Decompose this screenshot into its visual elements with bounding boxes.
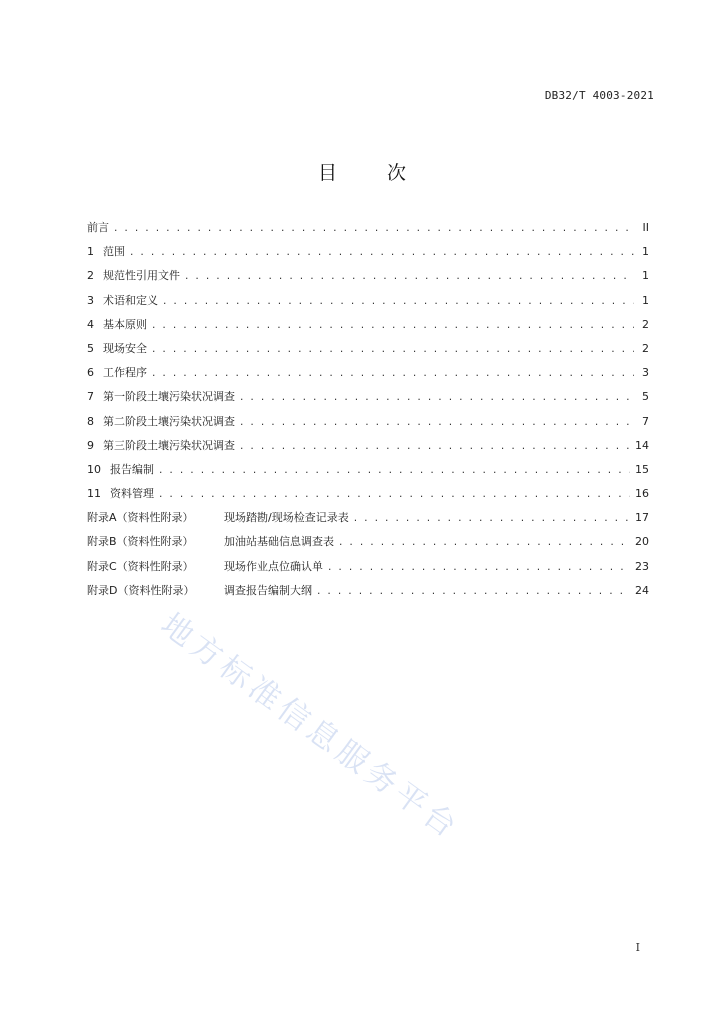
- document-code: DB32/T 4003-2021: [544, 89, 654, 102]
- toc-entry-page: 1: [642, 245, 649, 259]
- toc-entry-number: 10: [87, 462, 101, 476]
- toc-entry-label: 范围: [103, 245, 125, 259]
- toc-appendix-title: 现场踏勘/现场检查记录表: [224, 511, 349, 525]
- toc-dot-leader: [239, 388, 634, 408]
- toc-entry-3[interactable]: [87, 291, 649, 315]
- toc-entry-page: 5: [642, 390, 649, 404]
- toc-appendix-b[interactable]: [87, 532, 649, 556]
- toc-appendix-c[interactable]: [87, 557, 649, 581]
- toc-entry-label: 现场安全: [103, 341, 147, 355]
- toc-entry-number: 5: [87, 341, 94, 355]
- toc-dot-leader: [239, 413, 634, 433]
- toc-entry-label: 第二阶段土壤污染状况调查: [103, 414, 235, 428]
- toc-appendix-d[interactable]: [87, 581, 649, 605]
- toc-entry-2[interactable]: [87, 266, 649, 290]
- toc-dot-leader: [184, 267, 634, 287]
- toc-entry-page: 16: [635, 487, 649, 501]
- toc-entry-page: 1: [642, 293, 649, 307]
- toc-entry-10[interactable]: [87, 460, 649, 484]
- toc-appendix-label: 附录D（资料性附录）: [87, 583, 195, 597]
- toc-entry-label: 基本原则: [103, 317, 147, 331]
- toc-entry-9[interactable]: [87, 436, 649, 460]
- toc-entry-1[interactable]: [87, 242, 649, 266]
- toc-entry-page: 2: [642, 317, 649, 331]
- toc-entry-number: 6: [87, 366, 94, 380]
- toc-entry-label: 第一阶段土壤污染状况调查: [103, 390, 235, 404]
- toc-entry-page: 17: [635, 511, 649, 525]
- toc-entry-11[interactable]: [87, 484, 649, 508]
- toc-entry-page: 24: [635, 583, 649, 597]
- toc-entry-label: 前言: [87, 221, 109, 234]
- toc-appendix-label: 附录C（资料性附录）: [87, 559, 194, 573]
- toc-dot-leader: [316, 582, 630, 602]
- toc-entry-page: 7: [642, 414, 649, 428]
- toc-entry-page: 2: [642, 341, 649, 355]
- toc-entry-number: 3: [87, 293, 94, 307]
- toc-entry-number: 9: [87, 438, 94, 452]
- toc-entry-page: 3: [642, 366, 649, 380]
- toc-dot-leader: [327, 558, 630, 578]
- toc-dot-leader: [158, 461, 630, 481]
- toc-appendix-a[interactable]: [87, 508, 649, 532]
- toc-appendix-label: 附录A（资料性附录）: [87, 511, 194, 525]
- toc-entry-label: 报告编制: [110, 462, 154, 476]
- toc-entry-number: 4: [87, 317, 94, 331]
- toc-entry-page: II: [642, 221, 649, 234]
- toc-entry-page: 14: [635, 438, 649, 452]
- toc-entry-number: 1: [87, 245, 94, 259]
- toc-dot-leader: [353, 509, 630, 529]
- toc-entry-page: 20: [635, 535, 649, 549]
- toc-entry-number: 8: [87, 414, 94, 428]
- toc-entry-label: 工作程序: [103, 366, 147, 380]
- toc-entry-6[interactable]: [87, 363, 649, 387]
- toc-dot-leader: [129, 243, 634, 263]
- toc-entry-number: 7: [87, 390, 94, 404]
- toc-dot-leader: [151, 316, 634, 336]
- toc-appendix-title: 现场作业点位确认单: [224, 559, 323, 573]
- toc-entry-page: 1: [642, 269, 649, 283]
- toc-entry-4[interactable]: [87, 315, 649, 339]
- toc-dot-leader: [151, 364, 634, 384]
- toc-dot-leader: [113, 219, 634, 239]
- page-number: I: [635, 941, 640, 954]
- toc-entry-5[interactable]: [87, 339, 649, 363]
- toc-entry-label: 资料管理: [110, 487, 154, 501]
- toc-entry-label: 规范性引用文件: [103, 269, 180, 283]
- toc-appendix-title: 加油站基础信息调查表: [224, 535, 334, 549]
- toc-entry-7[interactable]: [87, 387, 649, 411]
- toc-entry-8[interactable]: [87, 412, 649, 436]
- page-title: 目 次: [317, 162, 429, 184]
- toc-appendix-title: 调查报告编制大纲: [224, 583, 312, 597]
- toc-dot-leader: [239, 437, 630, 457]
- toc-entry-page: 23: [635, 559, 649, 573]
- toc-entry-label: 术语和定义: [103, 293, 158, 307]
- watermark: 地方标准信息服务平台: [154, 606, 467, 848]
- toc-entry-page: 15: [635, 462, 649, 476]
- toc-appendix-label: 附录B（资料性附录）: [87, 535, 194, 549]
- toc-entry-number: 11: [87, 487, 101, 501]
- toc-dot-leader: [158, 485, 630, 505]
- toc-entry-number: 2: [87, 269, 94, 283]
- toc-entry-label: 第三阶段土壤污染状况调查: [103, 438, 235, 452]
- toc-dot-leader: [151, 340, 634, 360]
- table-of-contents: [87, 218, 649, 605]
- toc-dot-leader: [162, 292, 634, 312]
- toc-dot-leader: [338, 533, 630, 553]
- toc-entry-foreword[interactable]: [87, 218, 649, 242]
